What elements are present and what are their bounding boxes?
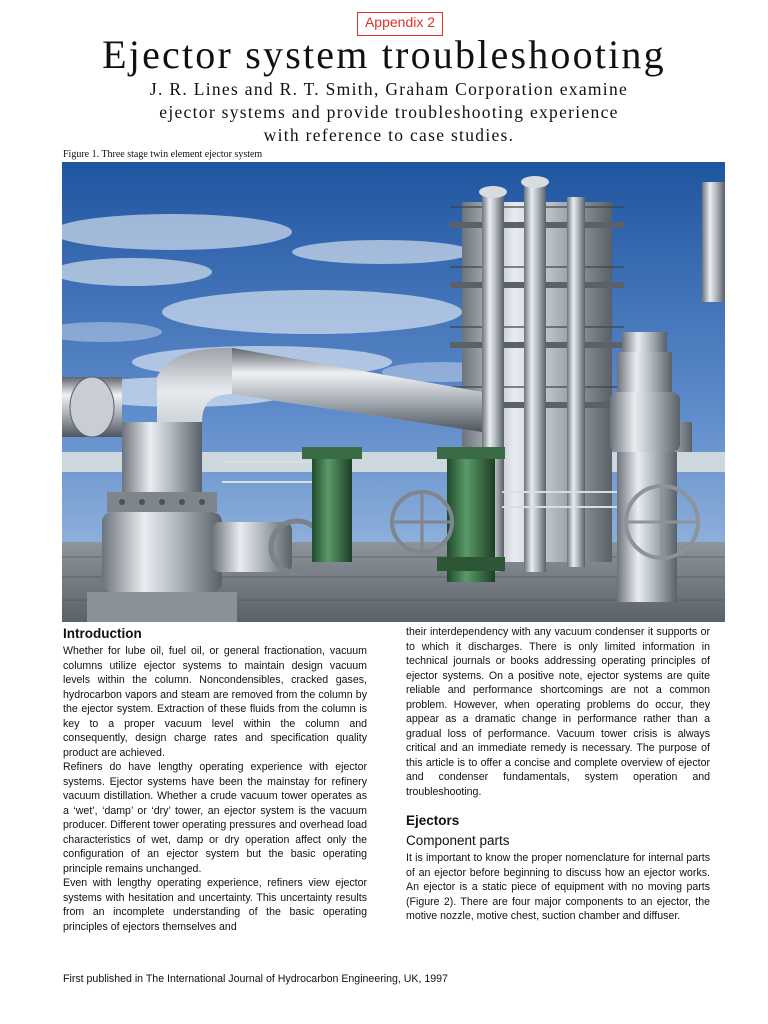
left-column [63, 626, 367, 934]
ejectors-paragraph: It is important to know the proper nomenclature for internal parts of an ejector before beginning to discuss how an ejector works. An ejector is a static piece of equipment with no moving parts (Figure 2). There are four major components to an ejector, the motive nozzle, motive chest, suction chamber and diffuser. [406, 852, 710, 922]
appendix-label: Appendix 2 [357, 12, 443, 36]
introduction-paragraph: Refiners do have lengthy operating experience with ejector systems. Ejector systems have been the mainstay for refinery vacuum distillation. Whether a crude vacuum tower operates as a ‘wet’, ‘damp’ or ‘dry’ tower, an ejector system is the vacuum producer. Different tower operating pressures and overhead load characteristics of wet, damp or dry operation affect only the configuration of an ejector system but the basic operating principle remains unchanged. [63, 761, 367, 875]
introduction-heading: Introduction [63, 626, 142, 641]
introduction-continuation: their interdependency with any vacuum condenser it supports or to which it discharges. There is only limited information in technical journals or books addressing operating principles of ejector systems. On a positive note, ejector systems are quite reliable and performance shortcomings are not a common problem. However, when operating problems do occur, they appear as a dramatic change in performance rather than a gradual loss of performance. Vacuum tower crisis is always critical and an immediate remedy is necessary. The purpose of this article is to offer a concise and complete overview of ejector and condenser fundamentals, system operation and troubleshooting. [406, 626, 710, 798]
ejectors-heading: Ejectors [406, 813, 460, 828]
subtitle-line: with reference to case studies. [263, 125, 515, 145]
ejector-system-photo [62, 162, 725, 622]
subtitle-line: ejector systems and provide troubleshooting experience [159, 102, 619, 122]
introduction-paragraph: Even with lengthy operating experience, refiners view ejector systems with hesitation and uncertainty. This uncertainty results from an incomplete understanding of the basic operating principles of ejectors themselves and [63, 877, 367, 933]
subtitle-line: J. R. Lines and R. T. Smith, Graham Corporation examine [149, 79, 629, 99]
article-subtitle [0, 78, 768, 147]
component-parts-subheading: Component parts [406, 833, 510, 848]
article-title: Ejector system troubleshooting [102, 32, 666, 77]
right-column [406, 625, 710, 924]
publication-footer: First published in The International Journal of Hydrocarbon Engineering, UK, 1997 [63, 973, 448, 985]
introduction-paragraph: Whether for lube oil, fuel oil, or general fractionation, vacuum columns utilize ejector systems to maintain design vacuum levels within the column. Noncondensibles, cracked gases, hydrocarbon vapors and steam are removed from the column by the ejector system. Extraction of these fluids from the column is key to a proper vacuum level within the column and consequently, design charge rates and specification quality product are achieved. [63, 645, 367, 759]
figure-caption: Figure 1. Three stage twin element ejector system [63, 149, 263, 160]
